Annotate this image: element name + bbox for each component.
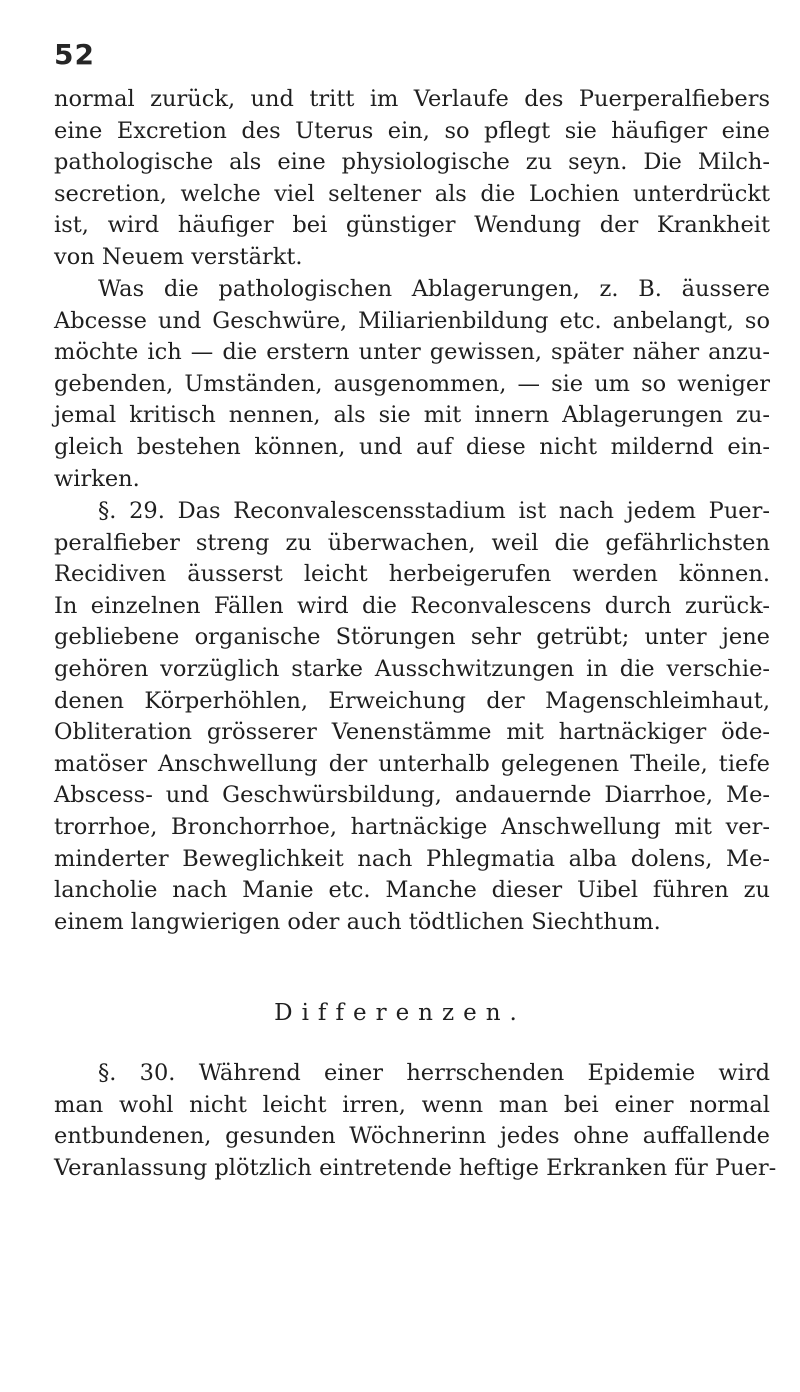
text-line: minderter Beweglichkeit nach Phlegmatia alba dolens, Me- <box>54 845 770 872</box>
text-line: man wohl nicht leicht irren, wenn man bei einer normal <box>54 1091 770 1118</box>
text-line: Obliteration grösserer Venenstämme mit hartnäckiger öde- <box>54 719 770 746</box>
text-line: Veranlassung plötzlich eintretende heftige Erkranken für Puer- <box>54 1154 777 1181</box>
text-line: von Neuem verstärkt. <box>54 243 303 270</box>
text-line: gebenden, Umständen, ausgenommen, — sie um so weniger <box>54 370 770 397</box>
text-line: Recidiven äusserst leicht herbeigerufen werden können. <box>54 561 770 588</box>
text-line: einem langwierigen oder auch tödtlichen Siechthum. <box>54 908 661 935</box>
section-heading: Differenzen. <box>274 1000 526 1026</box>
text-line: eine Excretion des Uterus ein, so pflegt sie häufiger eine <box>54 117 770 144</box>
paragraph-2 <box>54 274 770 495</box>
paragraph-1 <box>54 84 770 274</box>
text-line: gebliebene organische Störungen sehr getrübt; unter jene <box>54 624 770 651</box>
text-line: matöser Anschwellung der unterhalb gelegenen Theile, tiefe <box>54 750 770 777</box>
text-line: möchte ich — die erstern unter gewissen, später näher anzu- <box>54 339 770 366</box>
text-line: Abcesse und Geschwüre, Miliarienbildung etc. anbelangt, so <box>54 307 770 334</box>
text-line: §. 30. Während einer herrschenden Epidemie wird <box>98 1060 770 1086</box>
text-line: ist, wird häufiger bei günstiger Wendung der Krankheit <box>54 212 770 239</box>
text-line: trorrhoe, Bronchorrhoe, hartnäckige Anschwellung mit ver- <box>54 813 770 840</box>
text-line: Was die pathologischen Ablagerungen, z. B. äussere <box>98 276 770 302</box>
paragraph-3 <box>54 496 770 938</box>
text-line: peralfieber streng zu überwachen, weil die gefährlichsten <box>54 529 770 556</box>
text-line: normal zurück, und tritt im Verlaufe des Puerperalfiebers <box>54 86 770 112</box>
page-number: 52 <box>54 38 95 71</box>
text-line: jemal kritisch nennen, als sie mit innern Ablagerungen zu- <box>54 402 770 429</box>
text-line: pathologische als eine physiologische zu seyn. Die Milch- <box>54 149 770 176</box>
text-line: entbundenen, gesunden Wöchnerinn jedes ohne auffallende <box>54 1123 770 1150</box>
text-line: wirken. <box>54 465 140 492</box>
text-line: In einzelnen Fällen wird die Reconvalescens durch zurück- <box>54 592 770 619</box>
text-line: §. 29. Das Reconvalescensstadium ist nach jedem Puer- <box>98 498 770 524</box>
text-line: Abscess- und Geschwürsbildung, andauernde Diarrhoe, Me- <box>54 782 770 809</box>
text-line: gleich bestehen können, und auf diese nicht mildernd ein- <box>54 433 770 460</box>
paragraph-4 <box>54 1058 777 1184</box>
text-line: denen Körperhöhlen, Erweichung der Magenschleimhaut, <box>54 687 770 714</box>
text-line: gehören vorzüglich starke Ausschwitzungen in die verschie- <box>54 655 770 682</box>
text-line: secretion, welche viel seltener als die Lochien unterdrückt <box>54 180 770 207</box>
text-line: lancholie nach Manie etc. Manche dieser Uibel führen zu <box>54 877 770 904</box>
